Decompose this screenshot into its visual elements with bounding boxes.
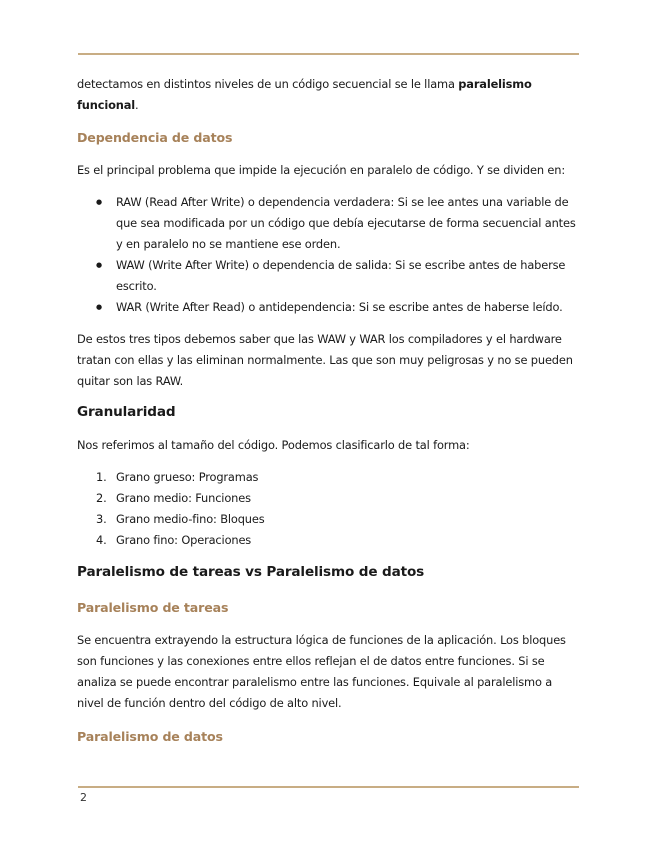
list-item: [77, 530, 581, 551]
granularidad-list: [77, 467, 581, 551]
bullet-marker: ●: [96, 261, 102, 269]
number-marker: 3.: [96, 512, 107, 526]
list-item: [77, 509, 581, 530]
list-item: [77, 467, 581, 488]
number-marker: 2.: [96, 491, 107, 505]
list-item-text: RAW (Read After Write) o dependencia verdadera: Si se lee antes una variable de que sea modificada por un código que debía ejecutarse de forma secuencial antes y en paralelo no se mantiene ese orden.: [116, 195, 576, 251]
page-number: 2: [80, 791, 87, 804]
heading-paralelismo-de-tareas: Paralelismo de tareas: [77, 600, 229, 615]
document-body: [77, 74, 581, 747]
number-marker: 1.: [96, 470, 107, 484]
tareas-paragraph: Se encuentra extrayendo la estructura lógica de funciones de la aplicación. Los bloques son funciones y las conexiones entre ellos reflejan el de datos entre funciones. Si se analiza se puede encontrar paralelismo entre las funciones. Equivale al paralelismo a nivel de función dentro del código de alto nivel.: [77, 633, 566, 710]
heading-paralelismo-tareas-vs-datos: Paralelismo de tareas vs Paralelismo de datos: [77, 564, 425, 580]
number-marker: 4.: [96, 533, 107, 547]
dependencia-closing: De estos tres tipos debemos saber que las WAW y WAR los compiladores y el hardware tratan con ellas y las eliminan normalmente. Las que son muy peligrosas y no se pueden quitar son las RAW.: [77, 332, 573, 388]
bullet-marker: ●: [96, 303, 102, 311]
list-item-text: Grano medio-fino: Bloques: [116, 512, 265, 526]
heading-granularidad: Granularidad: [77, 404, 176, 420]
list-item-text: WAW (Write After Write) o dependencia de salida: Si se escribe antes de haberse escrito.: [116, 258, 566, 293]
heading-dependencia-de-datos: Dependencia de datos: [77, 130, 233, 145]
intro-bold-term: paralelismo funcional: [77, 77, 532, 112]
dependencia-list: [77, 192, 581, 318]
list-item-text: WAR (Write After Read) o antidependencia: Si se escribe antes de haberse leído.: [116, 300, 563, 314]
intro-period: .: [135, 98, 139, 112]
header-rule: [78, 53, 579, 55]
list-item-text: Grano medio: Funciones: [116, 491, 251, 505]
list-item-text: Grano fino: Operaciones: [116, 533, 252, 547]
list-item: [77, 488, 581, 509]
granularidad-intro: Nos referimos al tamaño del código. Podemos clasificarlo de tal forma:: [77, 438, 470, 452]
list-item-text: Grano grueso: Programas: [116, 470, 259, 484]
intro-paragraph: [77, 74, 581, 116]
intro-text: detectamos en distintos niveles de un código secuencial se le llama: [77, 77, 459, 91]
dependencia-intro: Es el principal problema que impide la ejecución en paralelo de código. Y se dividen en:: [77, 163, 566, 177]
list-item: [77, 297, 581, 318]
list-item: [77, 255, 581, 297]
footer-rule: [78, 786, 579, 788]
list-item: [77, 192, 581, 255]
heading-paralelismo-de-datos: Paralelismo de datos: [77, 729, 223, 744]
bullet-marker: ●: [96, 198, 102, 206]
